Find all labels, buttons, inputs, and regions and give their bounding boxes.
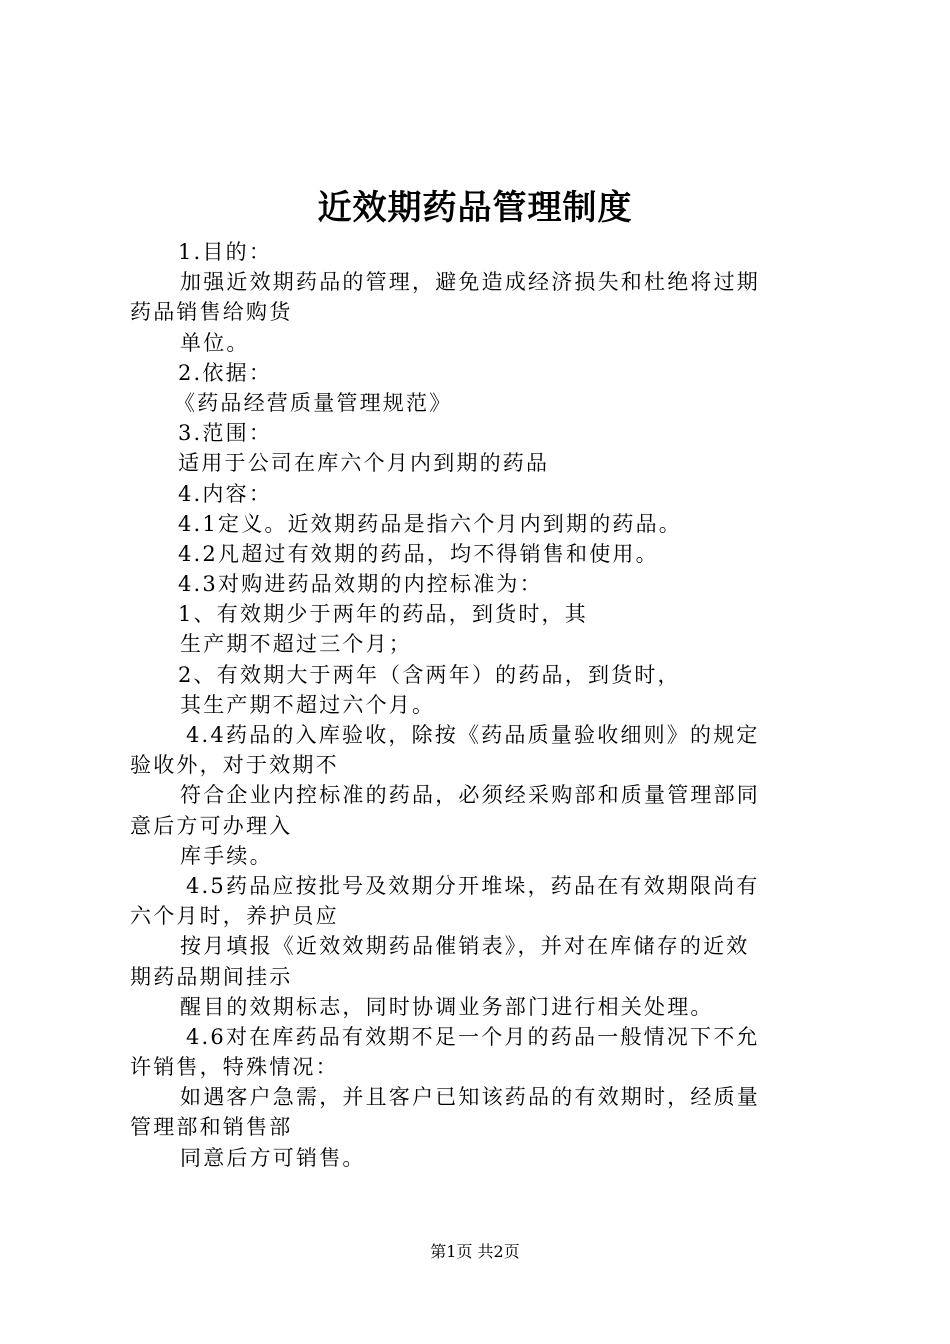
paragraph-line: 4.6对在库药品有效期不足一个月的药品一般情况下不允 <box>186 1024 760 1049</box>
paragraph-line: 《药品经营质量管理规范》 <box>174 390 453 415</box>
paragraph-line: 药品销售给购货 <box>130 300 293 325</box>
paragraph-line: 验收外，对于效期不 <box>130 753 339 778</box>
paragraph-line: 4.5药品应按批号及效期分开堆垛，药品在有效期限尚有 <box>186 873 760 898</box>
page-footer: 第1页 共2页 <box>430 1242 520 1261</box>
paragraph-line: 4.3对购进药品效期的内控标准为： <box>178 572 543 597</box>
paragraph-line: 期药品期间挂示 <box>130 964 293 989</box>
paragraph-line: 库手续。 <box>180 843 273 868</box>
paragraph-line: 其生产期不超过六个月。 <box>180 692 436 717</box>
paragraph-line: 如遇客户急需，并且客户已知该药品的有效期时，经质量 <box>180 1085 760 1110</box>
paragraph-line: 4.4药品的入库验收，除按《药品质量验收细则》的规定 <box>186 723 760 747</box>
document-title: 近效期药品管理制度 <box>317 188 633 228</box>
paragraph-line: 加强近效期药品的管理，避免造成经济损失和杜绝将过期 <box>180 270 760 295</box>
paragraph-line: 意后方可办理入 <box>130 813 293 838</box>
document-body <box>130 237 832 1173</box>
paragraph-line: 适用于公司在库六个月内到期的药品 <box>178 451 550 476</box>
paragraph-line: 3.范围： <box>178 421 273 446</box>
paragraph-line: 2.依据： <box>178 360 273 385</box>
paragraph-line: 生产期不超过三个月； <box>180 632 412 657</box>
paragraph-line: 六个月时，养护员应 <box>130 904 339 929</box>
paragraph-line: 1、有效期少于两年的药品，到货时，其 <box>178 602 588 627</box>
paragraph-line: 单位。 <box>180 330 250 355</box>
paragraph-line: 同意后方可销售。 <box>180 1145 366 1170</box>
paragraph-line: 4.1定义。近效期药品是指六个月内到期的药品。 <box>178 511 682 536</box>
paragraph-line: 4.内容： <box>178 481 273 506</box>
paragraph-line: 管理部和销售部 <box>130 1115 293 1140</box>
paragraph-line: 按月填报《近效效期药品催销表》，并对在库储存的近效 <box>180 934 750 959</box>
paragraph-line: 醒目的效期标志，同时协调业务部门进行相关处理。 <box>180 994 714 1019</box>
paragraph-line: 许销售，特殊情况： <box>130 1055 339 1080</box>
paragraph-line: 4.2凡超过有效期的药品，均不得销售和使用。 <box>178 541 659 566</box>
paragraph-line: 1.目的： <box>178 240 273 264</box>
paragraph-line: 符合企业内控标准的药品，必须经采购部和质量管理部同 <box>180 783 760 808</box>
paragraph-line: 2、有效期大于两年（含两年）的药品，到货时， <box>178 662 681 687</box>
